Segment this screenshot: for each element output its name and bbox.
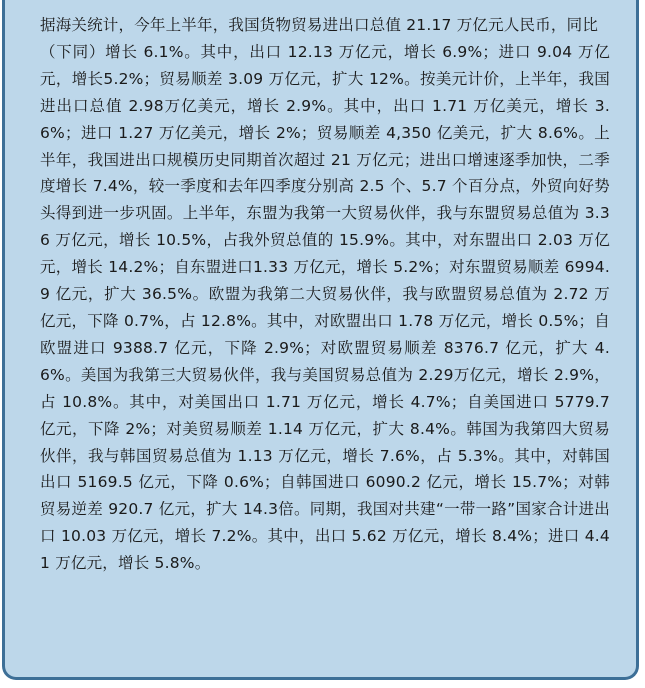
article-paragraph-2: （下同）增长 6.1%。其中，出口 12.13 万亿元，增长 6.9%；进口 9.04 万亿元，增长5.2%；贸易顺差 3.09 万亿元，扩大 12%。按美元计价，上半年，我国进出口总值 2.98万亿美元，增长 2.9%。其中，出口 1.71 万亿美元，增长 3.6%；进口 1.27 万亿美元，增长 2%；贸易顺差 4,350 亿美元，扩大 8.6%。上半年，我国进出口规模历史同期首次超过 21 万亿元；进出口增速逐季加快，二季度增长 7.4%，较一季度和去年四季度分别高 2.5 个、5.7 个百分点，外贸向好势头得到进一步巩固。上半年，东盟为我第一大贸易伙伴，我与东盟贸易总值为 3.36 万亿元，增长 10.5%，占我外贸总值的 15.9%。其中，对东盟出口 2.03 万亿元，增长 14.2%；自东盟进口1.33 万亿元，增长 5.2%；对东盟贸易顺差 6994.9 亿元，扩大 36.5%。欧盟为我第二大贸易伙伴，我与欧盟贸易总值为 2.72 万亿元，下降 0.7%，占 12.8%。其中，对欧盟出口 1.78 万亿元，增长 0.5%；自欧盟进口 9388.7 亿元，下降 2.9%；对欧盟贸易顺差 8376.7 亿元，扩大 4.6%。美国为我第三大贸易伙伴，我与美国贸易总值为 2.29万亿元，增长 2.9%，占 10.8%。其中，对美国出口 1.71 万亿元，增长 4.7%；自美国进口 5779.7 亿元，下降 2%；对美贸易顺差 1.14 万亿元，扩大 8.4%。韩国为我第四大贸易伙伴，我与韩国贸易总值为 1.13 万亿元，增长 7.6%，占 5.3%。其中，对韩国出口 5169.5 亿元，下降 0.6%；自韩国进口 6090.2 亿元，增长 15.7%；对韩贸易逆差 920.7 亿元，扩大 14.3倍。同期，我国对共建“一带一路”国家合计进出口 10.03 万亿元，增长 7.2%。其中，出口 5.62 万亿元，增长 8.4%；进口 4.41 万亿元，增长 5.8%。 xyxy=(40,42,610,573)
article-paragraph-1: 据海关统计，今年上半年，我国货物贸易进出口总值 21.17 万亿元人民币，同比 xyxy=(40,16,599,34)
text-panel xyxy=(2,0,639,680)
